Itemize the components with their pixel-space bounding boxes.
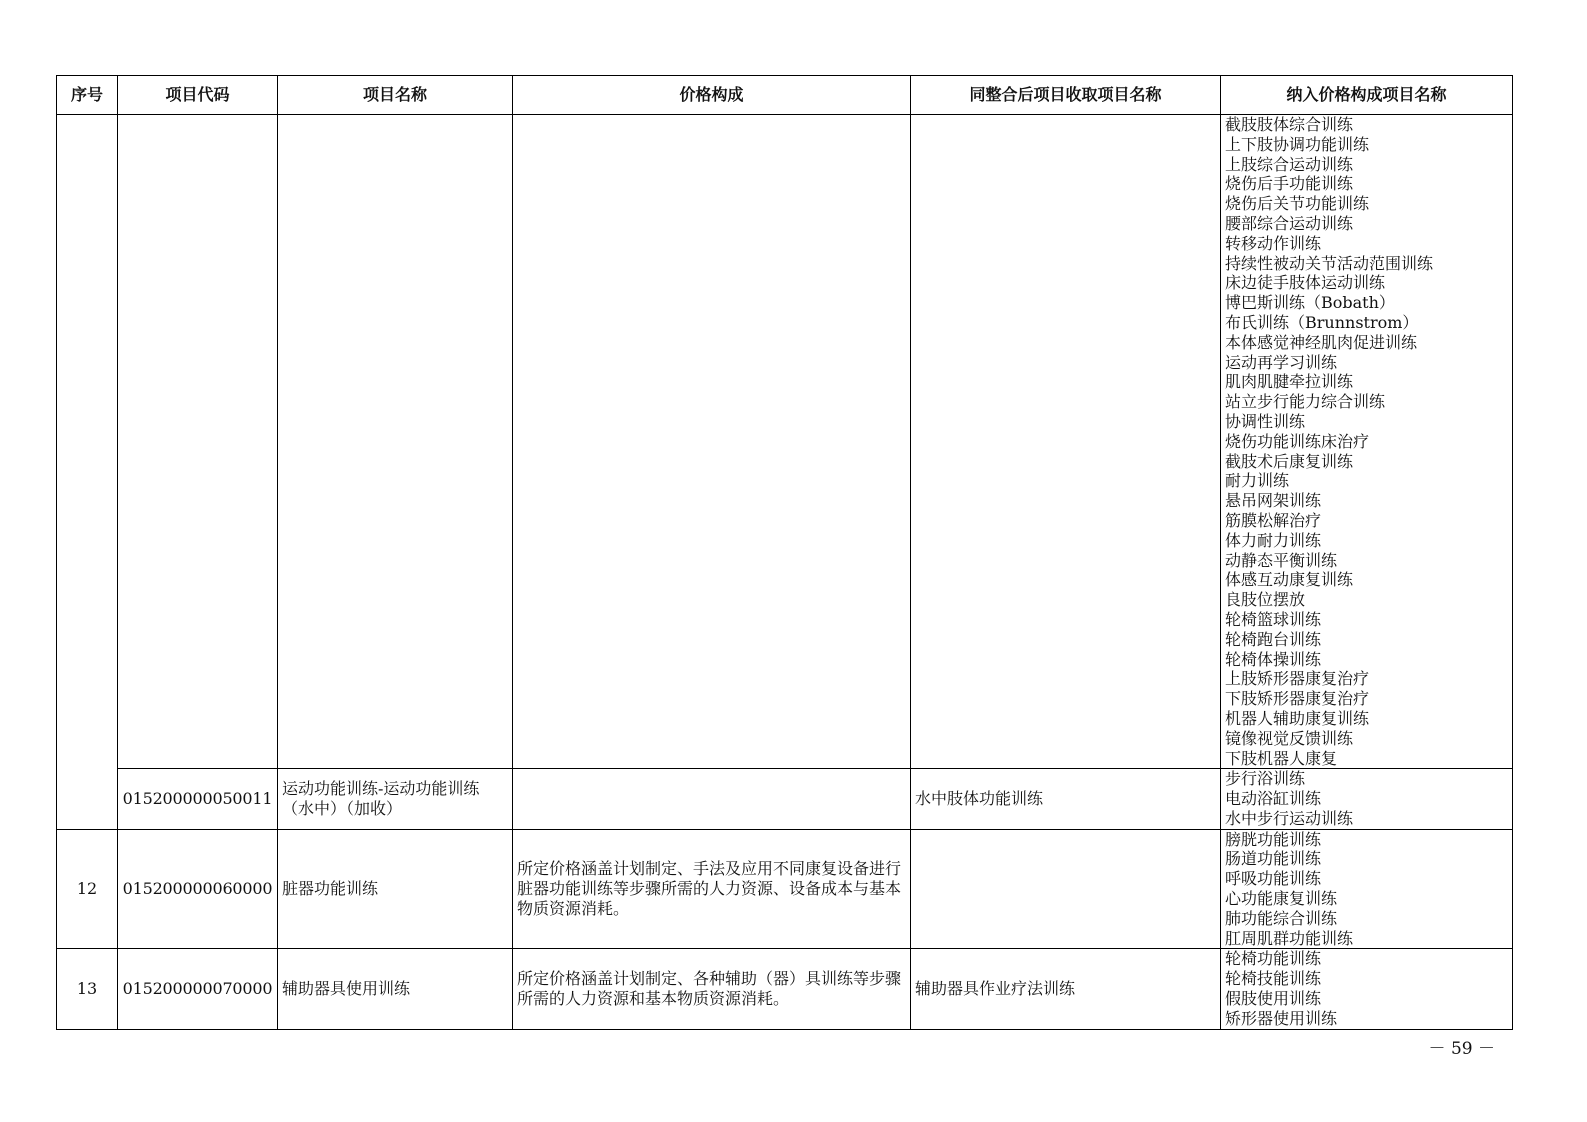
included-item: 上下肢协调功能训练 — [1225, 134, 1370, 154]
included-item: 体感互动康复训练 — [1225, 570, 1354, 590]
included-item: 筋膜松解治疗 — [1225, 510, 1322, 530]
included-item: 站立步行能力综合训练 — [1225, 392, 1386, 412]
included-item: 布氏训练（Brunnstrom） — [1225, 312, 1419, 332]
included-item: 烧伤后手功能训练 — [1225, 174, 1354, 194]
table-row — [57, 949, 1513, 1029]
included-list — [1225, 949, 1508, 1028]
included-item: 肠道功能训练 — [1225, 849, 1322, 869]
included-cell — [1221, 829, 1513, 949]
included-item: 心功能康复训练 — [1225, 889, 1338, 909]
included-item: 本体感觉神经肌肉促进训练 — [1225, 332, 1418, 352]
included-item: 博巴斯训练（Bobath） — [1225, 293, 1395, 313]
included-item: 腰部综合运动训练 — [1225, 213, 1354, 233]
included-item: 肛周肌群功能训练 — [1225, 928, 1354, 948]
header-merged: 同整合后项目收取项目名称 — [911, 76, 1221, 115]
code-cell: 015200000060000 — [118, 829, 278, 949]
included-item: 良肢位摆放 — [1225, 590, 1306, 610]
name-cell: 脏器功能训练 — [278, 829, 513, 949]
included-item: 上肢矫形器康复治疗 — [1225, 669, 1370, 689]
name-cell — [278, 115, 513, 769]
price-cell: 所定价格涵盖计划制定、手法及应用不同康复设备进行脏器功能训练等步骤所需的人力资源、设备成本与基本物质资源消耗。 — [513, 829, 911, 949]
included-item: 呼吸功能训练 — [1225, 869, 1322, 889]
included-item: 膀胱功能训练 — [1225, 829, 1322, 849]
header-code: 项目代码 — [118, 76, 278, 115]
included-item: 镜像视觉反馈训练 — [1225, 728, 1354, 748]
header-row — [57, 76, 1513, 115]
seq-cell: 13 — [57, 949, 118, 1029]
included-item: 烧伤后关节功能训练 — [1225, 194, 1370, 214]
included-item: 轮椅跑台训练 — [1225, 629, 1322, 649]
pricing-table — [56, 75, 1513, 1030]
included-item: 轮椅篮球训练 — [1225, 609, 1322, 629]
included-item: 耐力训练 — [1225, 471, 1290, 491]
header-seq: 序号 — [57, 76, 118, 115]
included-item: 床边徒手肢体运动训练 — [1225, 273, 1386, 293]
included-item: 截肢肢体综合训练 — [1225, 115, 1354, 134]
included-item: 轮椅体操训练 — [1225, 649, 1322, 669]
included-item: 肌肉肌腱牵拉训练 — [1225, 372, 1354, 392]
header-included: 纳入价格构成项目名称 — [1221, 76, 1513, 115]
included-item: 步行浴训练 — [1225, 769, 1306, 789]
merged-cell: 水中肢体功能训练 — [911, 769, 1221, 829]
included-item: 体力耐力训练 — [1225, 530, 1322, 550]
header-name: 项目名称 — [278, 76, 513, 115]
included-item: 矫形器使用训练 — [1225, 1008, 1338, 1028]
included-item: 悬吊网架训练 — [1225, 491, 1322, 511]
included-list — [1225, 769, 1508, 828]
included-item: 持续性被动关节活动范围训练 — [1225, 253, 1434, 273]
header-price: 价格构成 — [513, 76, 911, 115]
included-item: 截肢术后康复训练 — [1225, 451, 1354, 471]
name-cell: 辅助器具使用训练 — [278, 949, 513, 1029]
included-item: 机器人辅助康复训练 — [1225, 708, 1370, 728]
included-cell — [1221, 115, 1513, 769]
code-cell — [118, 115, 278, 769]
included-item: 轮椅技能训练 — [1225, 969, 1322, 989]
seq-cell — [57, 115, 118, 830]
table-row — [57, 769, 1513, 829]
code-cell: 015200000050011 — [118, 769, 278, 829]
included-item: 协调性训练 — [1225, 411, 1306, 431]
merged-cell: 辅助器具作业疗法训练 — [911, 949, 1221, 1029]
included-item: 轮椅功能训练 — [1225, 949, 1322, 969]
included-item: 肺功能综合训练 — [1225, 908, 1338, 928]
included-item: 水中步行运动训练 — [1225, 808, 1354, 828]
table-row — [57, 829, 1513, 949]
seq-cell: 12 — [57, 829, 118, 949]
table-row — [57, 115, 1513, 769]
included-list — [1225, 830, 1508, 949]
included-item: 转移动作训练 — [1225, 233, 1322, 253]
price-cell — [513, 769, 911, 829]
page-number: － 59 － — [1428, 1039, 1495, 1059]
merged-cell — [911, 115, 1221, 769]
price-cell — [513, 115, 911, 769]
included-cell — [1221, 769, 1513, 829]
included-item: 烧伤功能训练床治疗 — [1225, 431, 1370, 451]
included-item: 下肢矫形器康复治疗 — [1225, 689, 1370, 709]
included-item: 上肢综合运动训练 — [1225, 154, 1354, 174]
included-item: 假肢使用训练 — [1225, 989, 1322, 1009]
included-item: 下肢机器人康复 — [1225, 748, 1338, 768]
included-list — [1225, 115, 1508, 768]
included-item: 电动浴缸训练 — [1225, 789, 1322, 809]
included-item: 运动再学习训练 — [1225, 352, 1338, 372]
included-cell — [1221, 949, 1513, 1029]
code-cell: 015200000070000 — [118, 949, 278, 1029]
included-item: 动静态平衡训练 — [1225, 550, 1338, 570]
merged-cell — [911, 829, 1221, 949]
name-cell: 运动功能训练-运动功能训练（水中）（加收） — [278, 769, 513, 829]
price-cell: 所定价格涵盖计划制定、各种辅助（器）具训练等步骤所需的人力资源和基本物质资源消耗。 — [513, 949, 911, 1029]
